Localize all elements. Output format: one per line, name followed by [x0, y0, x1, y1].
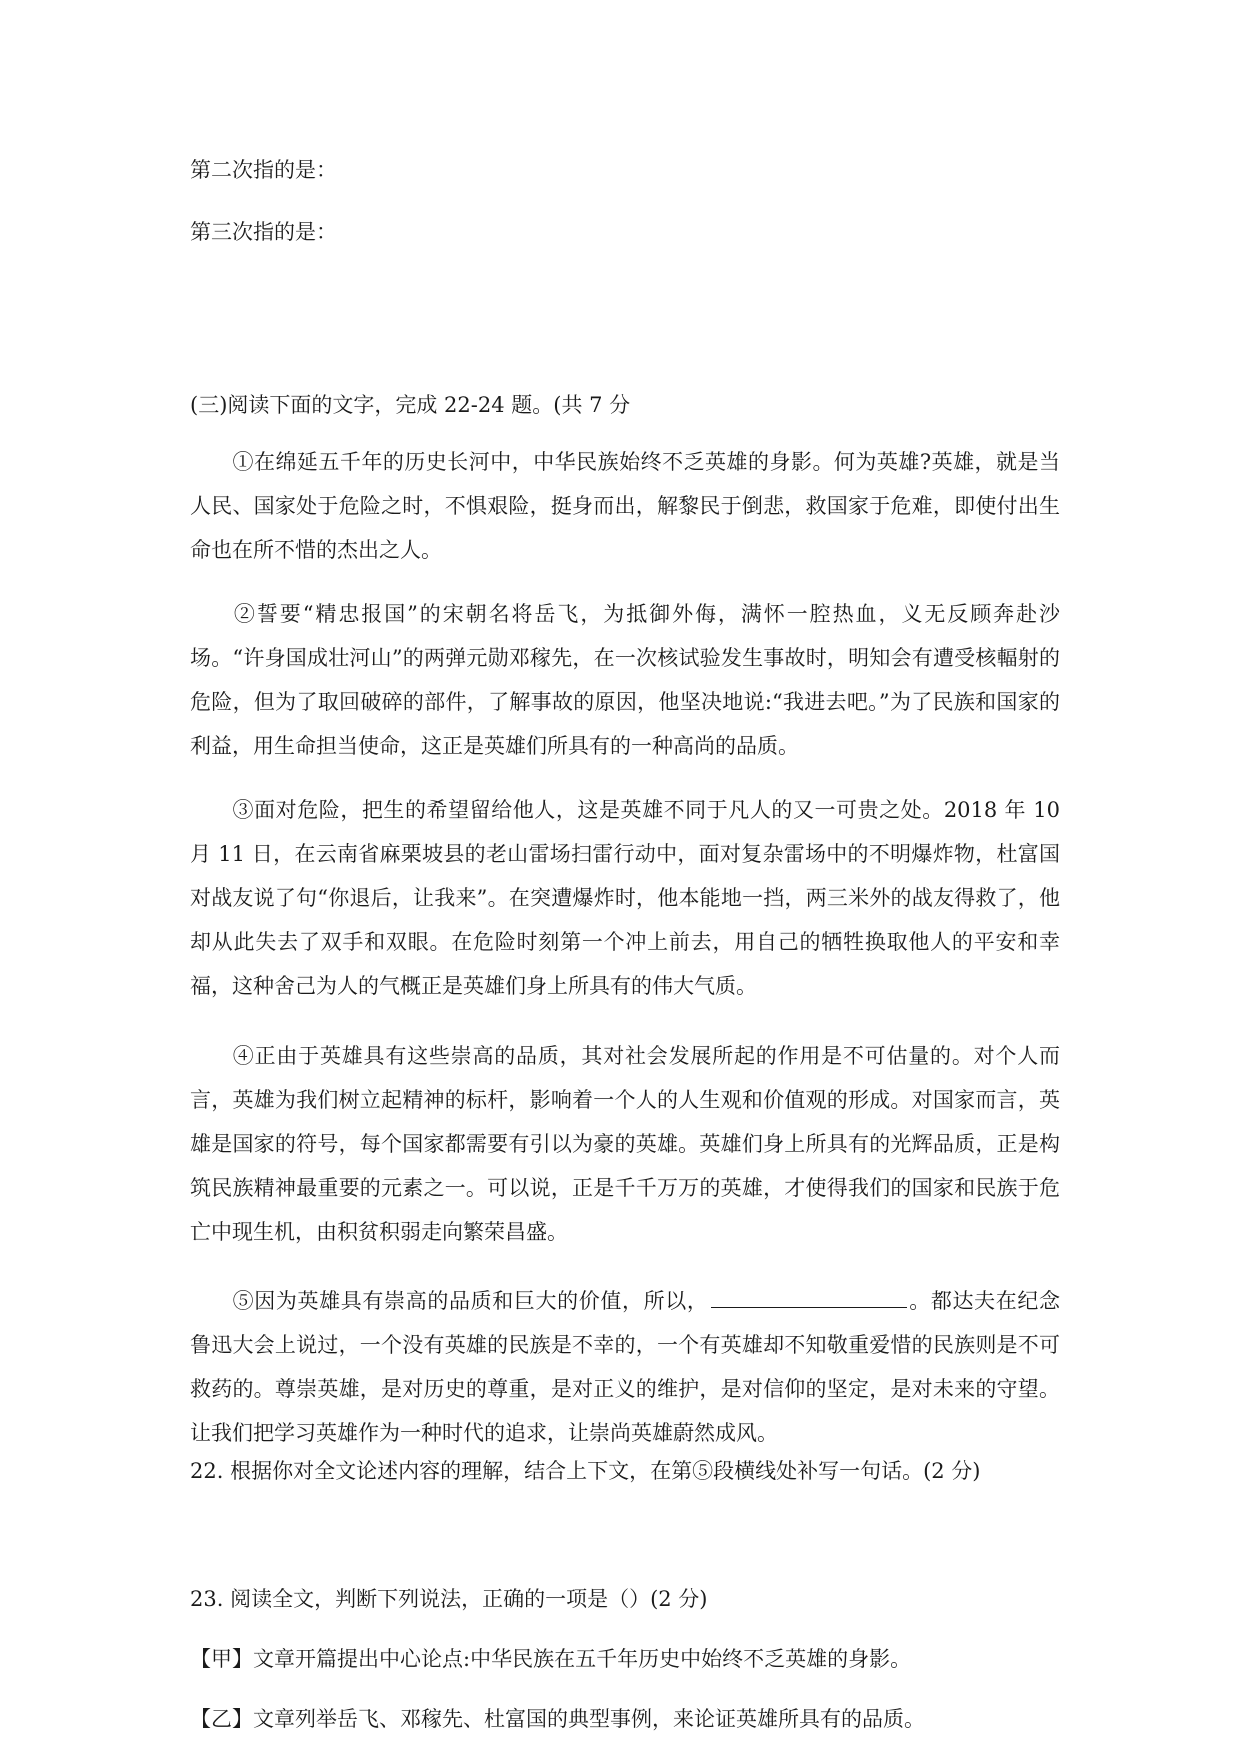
section-heading: (三)阅读下面的文字，完成 22-24 题。(共 7 分: [190, 393, 631, 417]
fill-in-blank[interactable]: [711, 1285, 907, 1308]
paragraph-2: [190, 592, 1060, 768]
question-22: 22. 根据你对全文论述内容的理解，结合上下文，在第⑤段横线处补写一句话。(2 分): [190, 1459, 981, 1483]
paragraph-2-text: ②誓要“精忠报国”的宋朝名将岳飞，为抵御外侮，满怀一腔热血，义无反顾奔赴沙场。“许身国成壮河山”的两弹元勋邓稼先，在一次核试验发生事故时，明知会有遭受核輻射的危险，但为了取回破碎的部件，了解事故的原因，他坚决地说:“我进去吧。”为了民族和国家的利益，用生命担当使命，这正是英雄们所具有的一种高尚的品质。: [190, 602, 1060, 758]
answer-line-second: 第二次指的是：: [190, 158, 337, 182]
paragraph-5-text-after: 。都达夫在纪念鲁迅大会上说过，一个没有英雄的民族是不幸的，一个有英雄却不知敬重爱惜的民族则是不可救药的。尊崇英雄，是对历史的尊重，是对正义的维护，是对信仰的坚定，是对未来的守望。让我们把学习英雄作为一种时代的追求，让崇尚英雄蔚然成风。: [190, 1289, 1061, 1445]
paragraph-3: [190, 788, 1060, 1008]
paragraph-5: [190, 1279, 1060, 1455]
paragraph-4-text: ④正由于英雄具有这些崇高的品质，其对社会发展所起的作用是不可估量的。对个人而言，英雄为我们树立起精神的标杆，影响着一个人的人生观和价值观的形成。对国家而言，英雄是国家的符号，每个国家都需要有引以为豪的英雄。英雄们身上所具有的光辉品质，正是构筑民族精神最重要的元素之一。可以说，正是千千万万的英雄，才使得我们的国家和民族于危亡中现生机，由积贫积弱走向繁荣昌盛。: [190, 1044, 1060, 1244]
paragraph-4: [190, 1034, 1060, 1254]
paragraph-5-text-before: ⑤因为英雄具有崇高的品质和巨大的价值，所以，: [232, 1289, 709, 1313]
question-23: 23. 阅读全文，判断下列说法，正确的一项是（）(2 分): [190, 1587, 708, 1611]
answer-line-third: 第三次指的是：: [190, 220, 337, 244]
option-jia: 【甲】文章开篇提出中心论点:中华民族在五千年历史中始终不乏英雄的身影。: [190, 1647, 912, 1671]
option-yi: 【乙】文章列举岳飞、邓稼先、杜富国的典型事例，来论证英雄所具有的品质。: [190, 1707, 925, 1731]
paragraph-1-text: ①在绵延五千年的历史长河中，中华民族始终不乏英雄的身影。何为英雄?英雄，就是当人民、国家处于危险之时，不惧艰险，挺身而出，解黎民于倒悲，救国家于危难，即使付出生命也在所不惜的杰出之人。: [190, 450, 1060, 562]
paragraph-3-text: ③面对危险，把生的希望留给他人，这是英雄不同于凡人的又一可贵之处。2018 年 10 月 11 日，在云南省麻栗坡县的老山雷场扫雷行动中，面对复杂雷场中的不明爆炸物，杜富国对战友说了句“你退后，让我来”。在突遭爆炸时，他本能地一挡，两三米外的战友得救了，他却从此失去了双手和双眼。在危险时刻第一个冲上前去，用自己的牺牲换取他人的平安和幸福，这种舍己为人的气概正是英雄们身上所具有的伟大气质。: [190, 798, 1060, 998]
paragraph-1: [190, 440, 1060, 572]
